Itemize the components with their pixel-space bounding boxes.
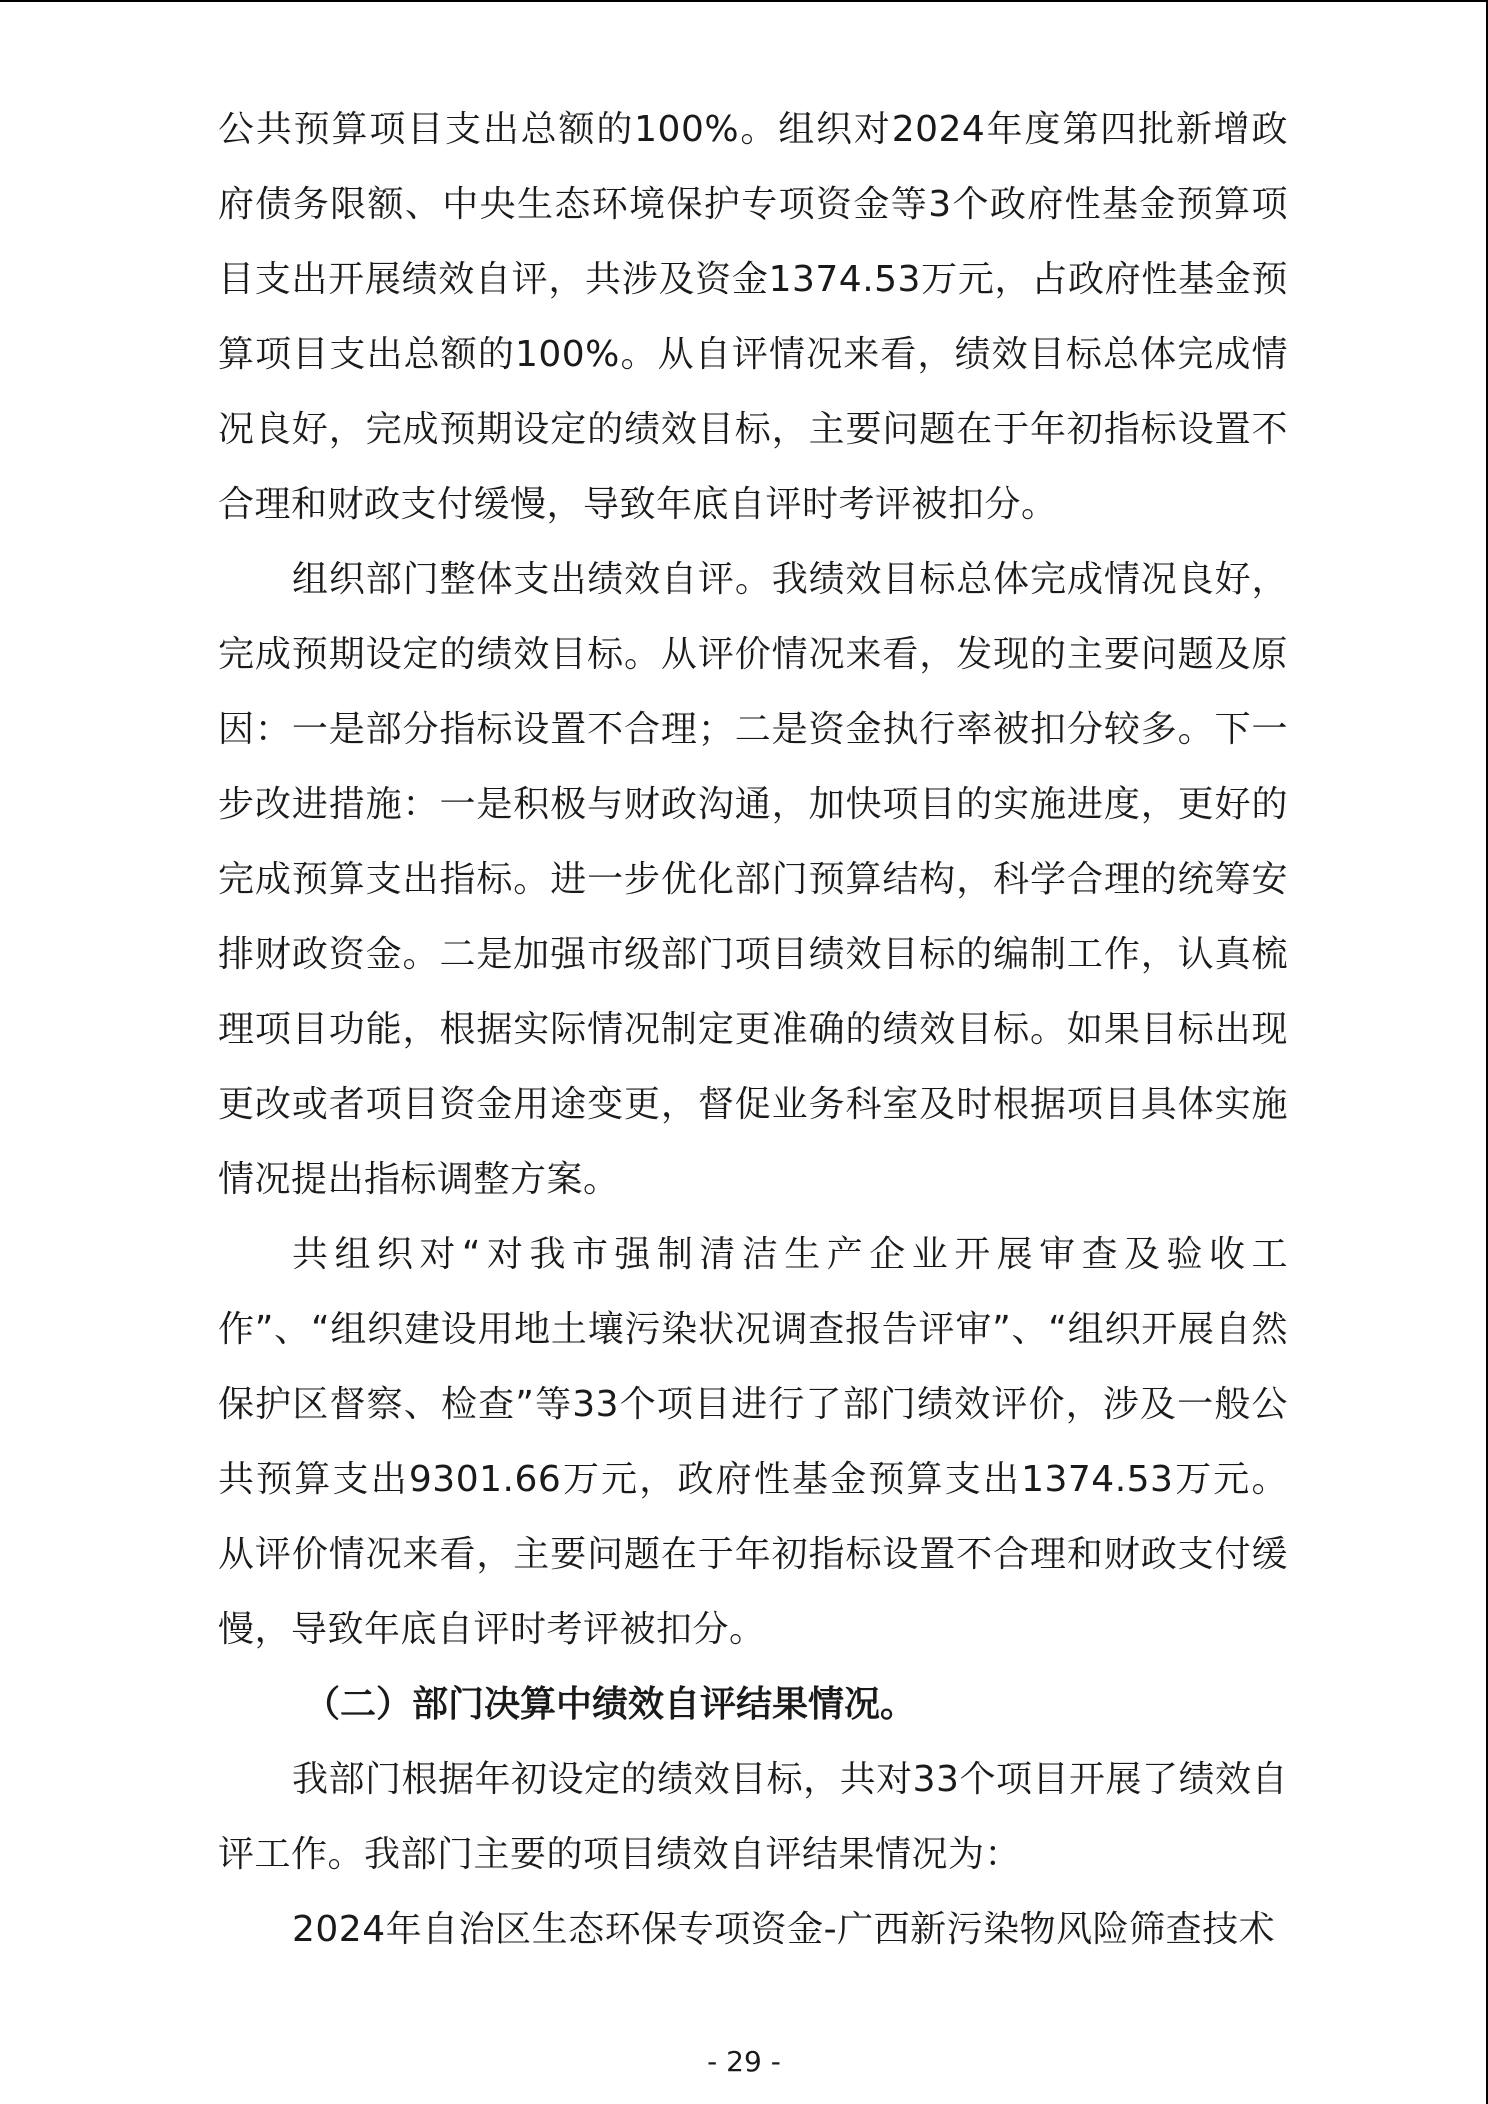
page-top-border [0,0,1488,2]
paragraph-department-self-evaluation: 组织部门整体支出绩效自评。我绩效目标总体完成情况良好，完成预期设定的绩效目标。从评价情况来看，发现的主要问题及原因：一是部分指标设置不合理；二是资金执行率被扣分较多。下一步改进措施：一是积极与财政沟通，加快项目的实施进度，更好的完成预算支出指标。进一步优化部门预算结构，科学合理的统筹安排财政资金。二是加强市级部门项目绩效目标的编制工作，认真梳理项目功能，根据实际情况制定更准确的绩效目标。如果目标出现更改或者项目资金用途变更，督促业务科室及时根据项目具体实施情况提出指标调整方案。 [218,559,1288,1200]
document-body [218,92,1288,1967]
page-number: - 29 - [707,2045,781,2078]
paragraph-continuation: 公共预算项目支出总额的100%。组织对2024年度第四批新增政府债务限额、中央生态环境保护专项资金等3个政府性基金预算项目支出开展绩效自评，共涉及资金1374.53万元，占政府性基金预算项目支出总额的100%。从自评情况来看，绩效目标总体完成情况良好，完成预期设定的绩效目标，主要问题在于年初指标设置不合理和财政支付缓慢，导致年底自评时考评被扣分。 [218,109,1288,525]
paragraph-self-evaluation-results: 我部门根据年初设定的绩效目标，共对33个项目开展了绩效自评工作。我部门主要的项目绩效自评结果情况为： [218,1759,1288,1875]
paragraph-project-evaluation: 共组织对“对我市强制清洁生产企业开展审查及验收工作”、“组织建设用地土壤污染状况调查报告评审”、“组织开展自然保护区督察、检查”等33个项目进行了部门绩效评价，涉及一般公共预算支出9301.66万元，政府性基金预算支出1374.53万元。从评价情况来看，主要问题在于年初指标设置不合理和财政支付缓慢，导致年底自评时考评被扣分。 [218,1234,1288,1650]
section-heading: （二）部门决算中绩效自评结果情况。 [304,1684,917,1725]
paragraph-project-item: 2024年自治区生态环保专项资金-广西新污染物风险筛查技术 [292,1909,1276,1950]
